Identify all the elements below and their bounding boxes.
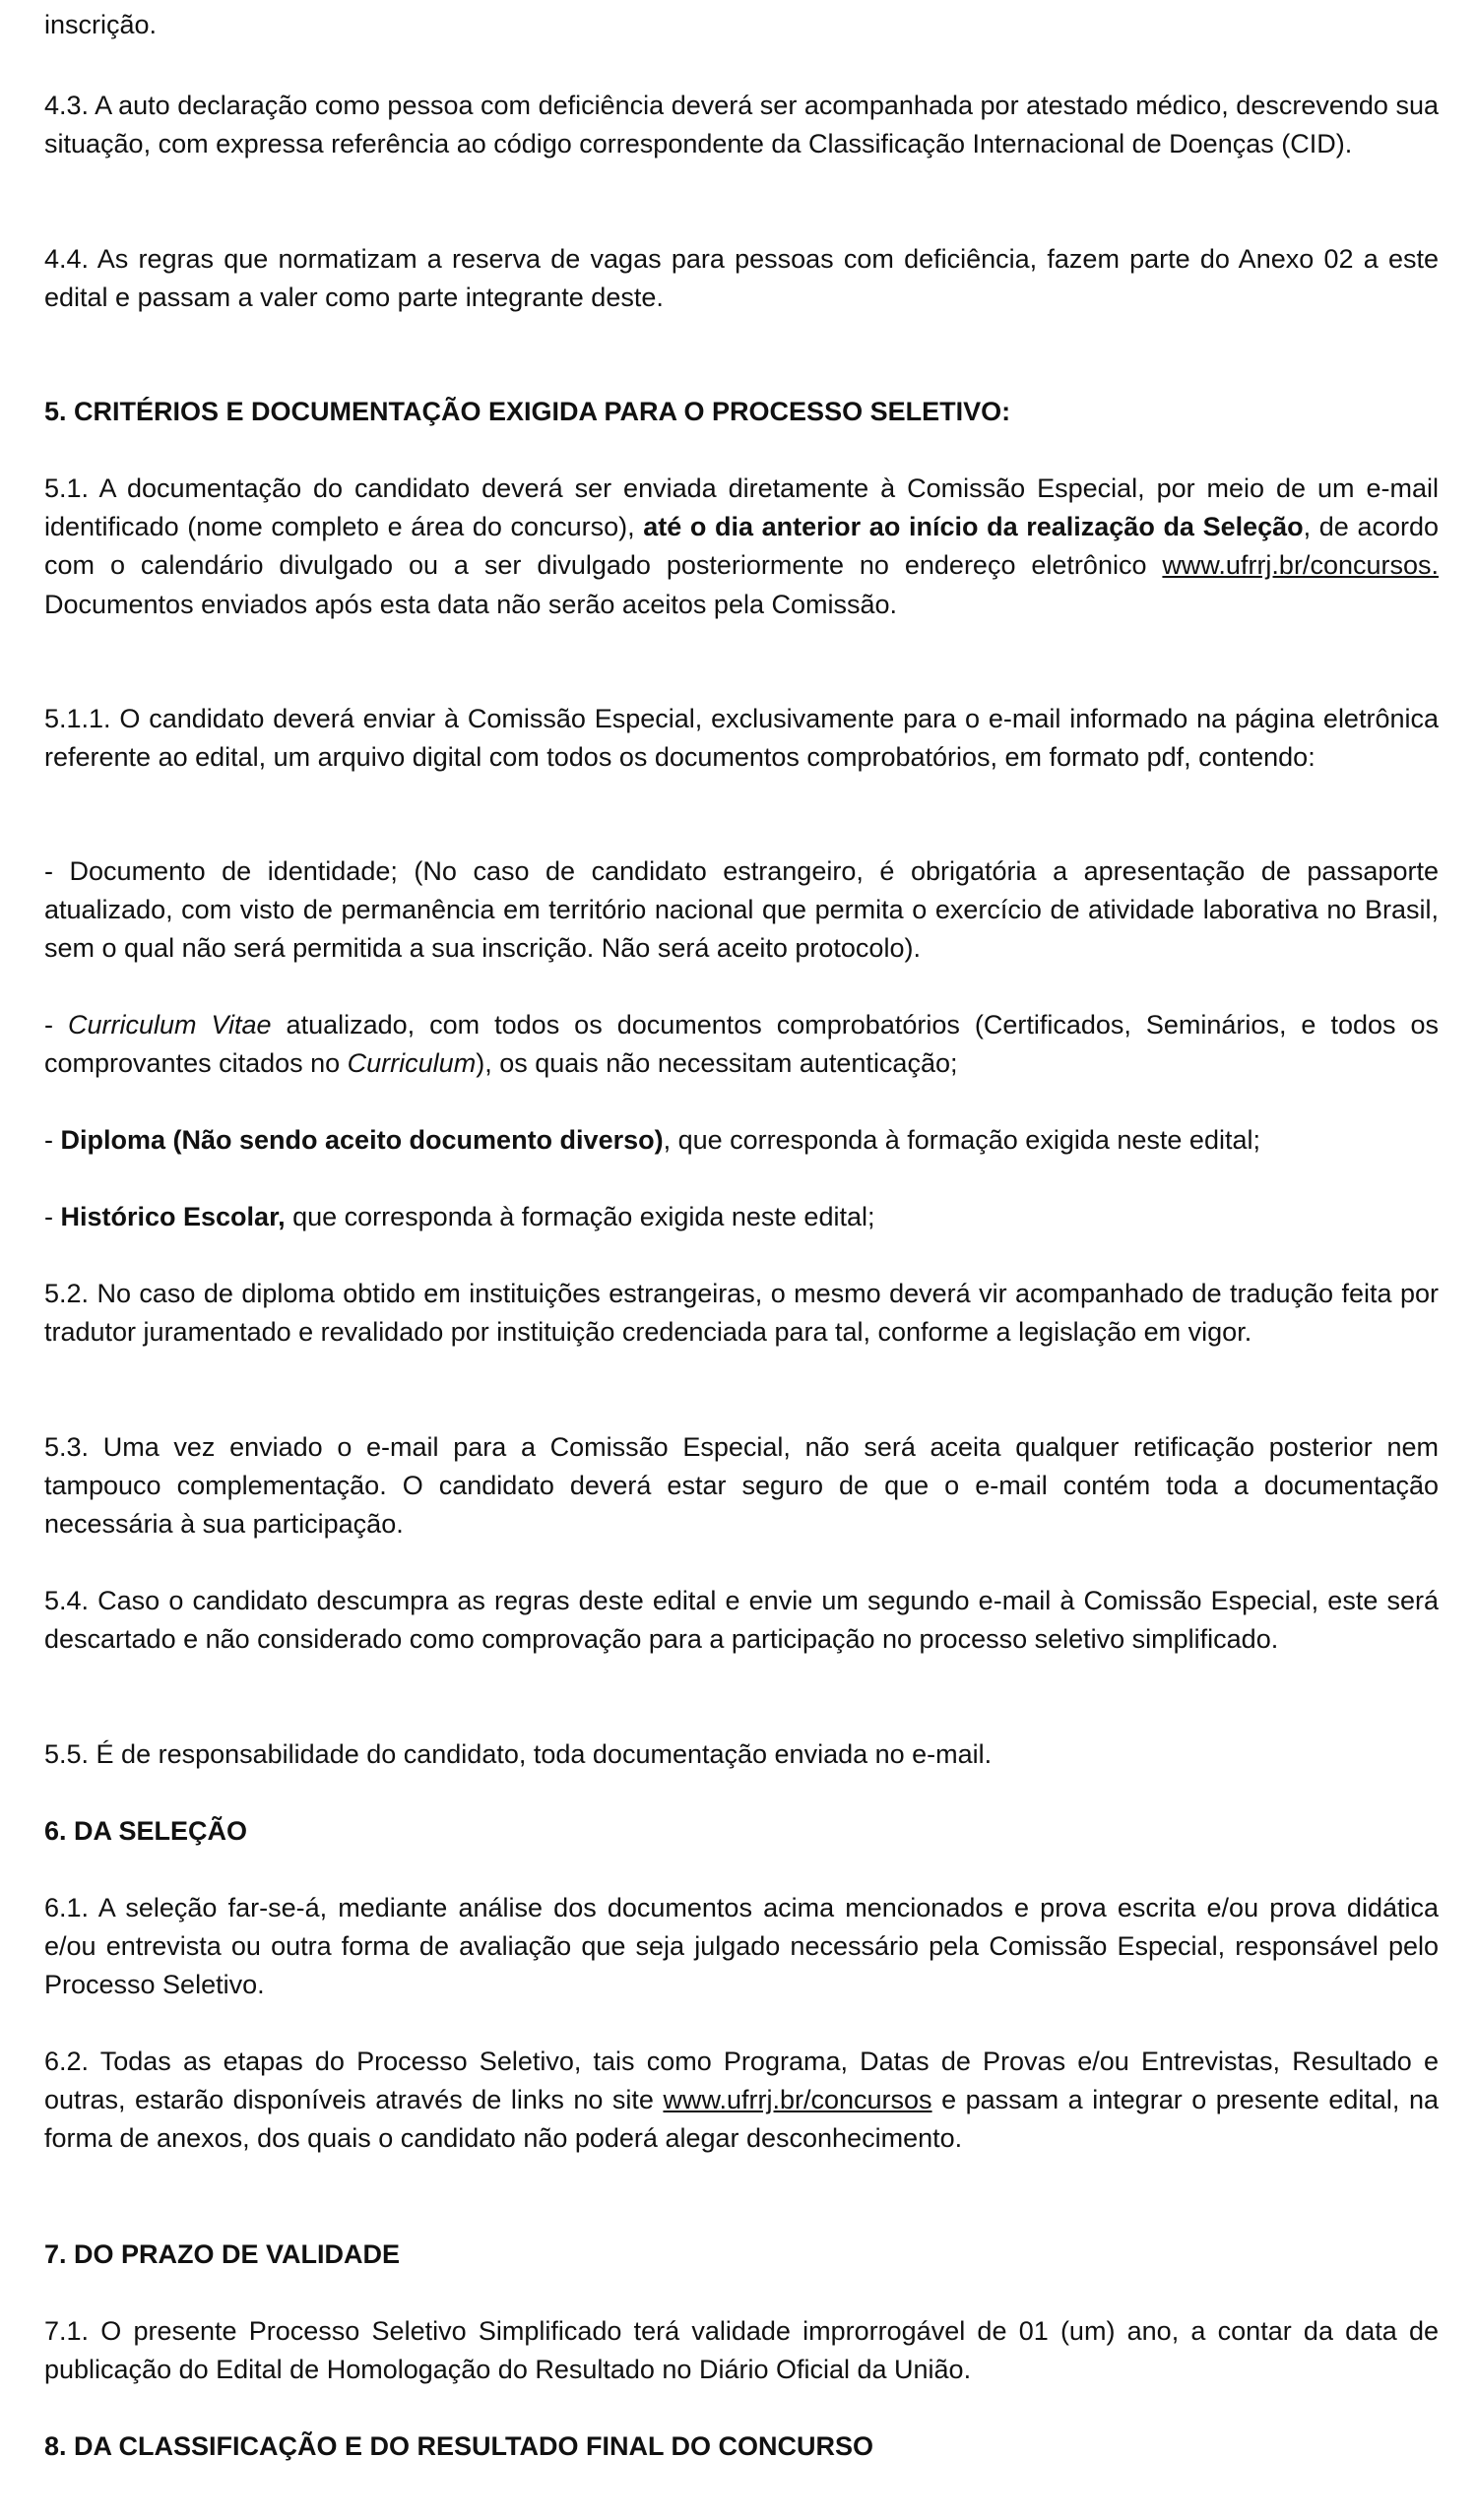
top-fragment: inscrição. xyxy=(44,10,158,39)
paragraph-7-1: 7.1. O presente Processo Seletivo Simplificado terá validade improrrogável de 01 (um) ano, a contar da data de publicação do Edital de Homologação do Resultado no Diário Oficial da União. xyxy=(44,2316,1439,2385)
item-historico-dash: - xyxy=(44,1202,61,1231)
paragraph-5-1-deadline: até o dia anterior ao início da realização da Seleção xyxy=(643,512,1304,542)
paragraph-5-5: 5.5. É de responsabilidade do candidato, toda documentação enviada no e-mail. xyxy=(44,1739,993,1769)
paragraph-4-3: 4.3. A auto declaração como pessoa com deficiência deverá ser acompanhada por atestado médico, descrevendo sua situação, com expressa referência ao código correspondente da Classificação Internacional de Doenças (CID). xyxy=(44,91,1439,159)
paragraph-6-2-text-a: 6.2. Todas as etapas do Processo Seletivo, tais como Programa, Datas de Provas e/ou Entrevistas, Resultado e outras, estarão disponíveis através de links no site xyxy=(44,2047,1439,2115)
item-diploma-bold: Diploma (Não sendo aceito documento diverso) xyxy=(60,1125,664,1155)
paragraph-6-1: 6.1. A seleção far-se-á, mediante análise dos documentos acima mencionados e prova escrita e/ou prova didática e/ou entrevista ou outra forma de avaliação que seja julgado necessário pela Comissão Especial, responsável pelo Processo Seletivo. xyxy=(44,1893,1439,2000)
paragraph-6-2 xyxy=(44,2043,1439,2159)
item-curriculum-text-a: atualizado, com todos os documentos comprobatórios (Certificados, Seminários, e todos os comprovantes citados no xyxy=(44,1010,1440,1079)
concursos-link-2[interactable]: www.ufrrj.br/concursos xyxy=(663,2085,932,2115)
item-curriculum-text-b: ), os quais não necessitam autenticação; xyxy=(476,1048,958,1079)
concursos-link[interactable]: www.ufrrj.br/concursos. xyxy=(1162,550,1439,581)
paragraph-5-1 xyxy=(44,470,1439,624)
item-historico-rest: que corresponda à formação exigida neste edital; xyxy=(285,1202,875,1231)
paragraph-4-4: 4.4. As regras que normatizam a reserva de vagas para pessoas com deficiência, fazem parte do Anexo 02 a este edital e passam a valer como parte integrante deste. xyxy=(44,244,1439,313)
curriculum-term: Curriculum xyxy=(347,1048,477,1079)
item-diploma-dash: - xyxy=(44,1125,61,1155)
item-diploma xyxy=(44,1121,1439,1160)
paragraph-5-1-text-d: Documentos enviados após esta data não serão aceitos pela Comissão. xyxy=(44,589,898,619)
paragraph-5-1-1: 5.1.1. O candidato deverá enviar à Comissão Especial, exclusivamente para o e-mail informado na página eletrônica referente ao edital, um arquivo digital com todos os documentos comprobatórios, em formato pdf, contendo: xyxy=(44,704,1439,773)
paragraph-5-4: 5.4. Caso o candidato descumpra as regras deste edital e envie um segundo e-mail à Comissão Especial, este será descartado e não considerado como comprovação para a participação no processo seletivo simplificado. xyxy=(44,1586,1439,1655)
item-curriculum-dash: - xyxy=(44,1010,68,1040)
item-historico xyxy=(44,1198,1439,1236)
section-6-heading: 6. DA SELEÇÃO xyxy=(44,1816,248,1846)
paragraph-5-3: 5.3. Uma vez enviado o e-mail para a Comissão Especial, não será aceita qualquer retificação posterior nem tampouco complementação. O candidato deverá estar seguro de que o e-mail contém toda a documentação necessária à sua participação. xyxy=(44,1432,1439,1540)
item-identidade: - Documento de identidade; (No caso de candidato estrangeiro, é obrigatória a apresentação de passaporte atualizado, com visto de permanência em território nacional que permita o exercício de atividade laborativa no Brasil, sem o qual não será permitida a sua inscrição. Não será aceito protocolo). xyxy=(44,856,1439,964)
section-5-heading: 5. CRITÉRIOS E DOCUMENTAÇÃO EXIGIDA PARA O PROCESSO SELETIVO: xyxy=(44,397,1011,426)
curriculum-vitae-term: Curriculum Vitae xyxy=(67,1010,272,1040)
paragraph-5-1-text-a: 5.1. A documentação do candidato deverá ser enviada diretamente à Comissão Especial, por meio de um e-mail identificado (nome completo e área do concurso), xyxy=(44,473,1439,542)
section-7-heading: 7. DO PRAZO DE VALIDADE xyxy=(44,2239,401,2269)
item-diploma-rest: , que corresponda à formação exigida neste edital; xyxy=(663,1125,1260,1155)
paragraph-5-2: 5.2. No caso de diploma obtido em instituições estrangeiras, o mesmo deverá vir acompanhado de tradução feita por tradutor juramentado e revalidado por instituição credenciada para tal, conforme a legislação em vigor. xyxy=(44,1279,1439,1348)
item-curriculum xyxy=(44,1006,1439,1083)
item-historico-bold: Histórico Escolar, xyxy=(60,1202,286,1231)
section-8-heading: 8. DA CLASSIFICAÇÃO E DO RESULTADO FINAL DO CONCURSO xyxy=(44,2431,874,2461)
paragraph-5-1-text-c: , de acordo com o calendário divulgado ou a ser divulgado posteriormente no endereço eletrônico xyxy=(44,512,1440,581)
paragraph-6-2-text-b: e passam a integrar o presente edital, na forma de anexos, dos quais o candidato não poderá alegar desconhecimento. xyxy=(44,2085,1439,2154)
